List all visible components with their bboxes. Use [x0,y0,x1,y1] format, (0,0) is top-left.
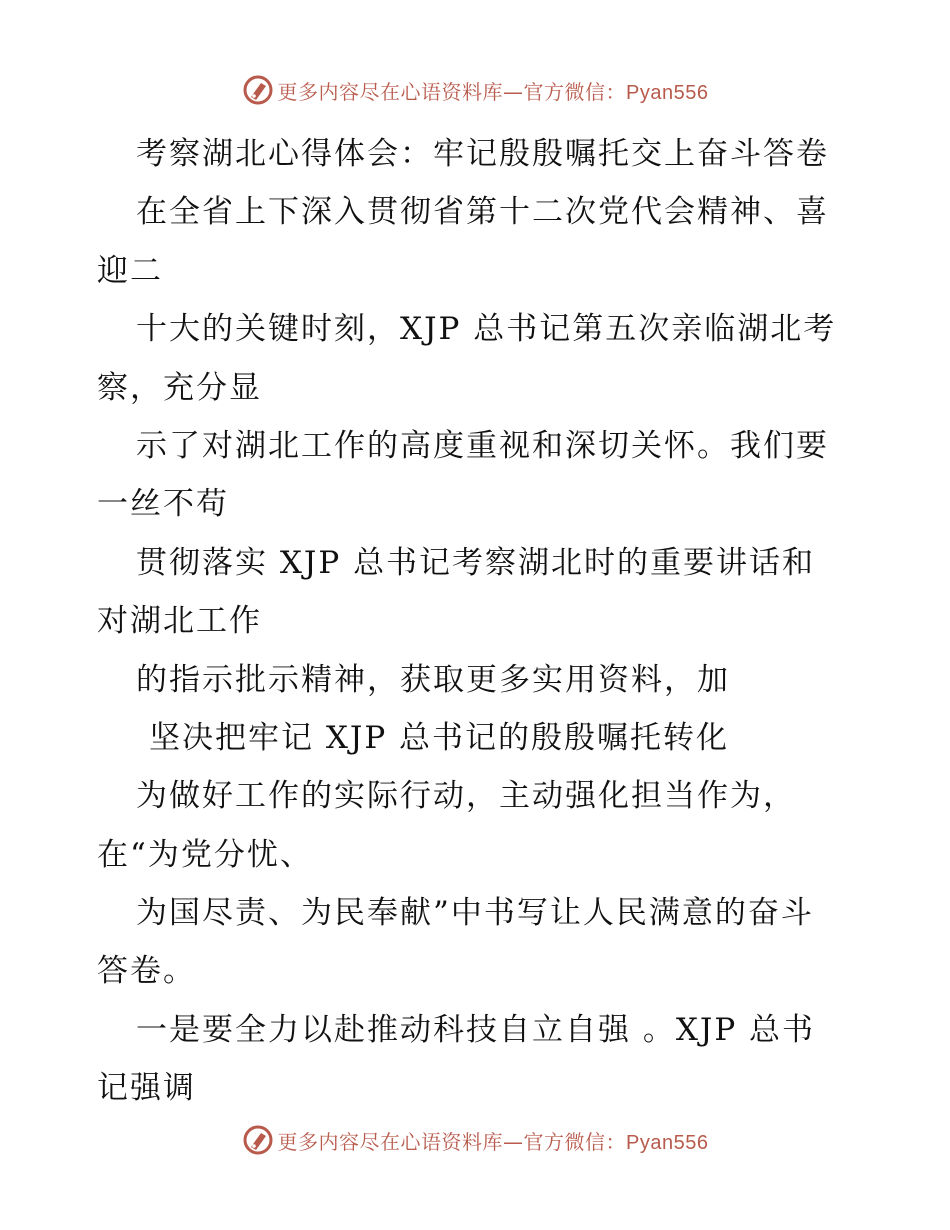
paragraph-line: 一丝不苟 [97,486,229,523]
paragraph-line: 在“为党分忧、 [97,836,313,873]
paragraph-line: 贯彻落实 XJP 总书记考察湖北时的重要讲话和 [136,544,816,581]
header-banner [0,70,950,110]
footer-banner-label: 更多内容尽在心语资料库—官方微信： [277,1129,627,1154]
paragraph-line: 记强调 [97,1070,196,1107]
footer-banner-text [278,1126,709,1155]
header-banner-label: 更多内容尽在心语资料库—官方微信： [277,79,627,104]
paragraph-line: 示了对湖北工作的高度重视和深切关怀。我们要 [136,427,829,464]
document-title-line: 考察湖北心得体会：牢记殷殷嘱托交上奋斗答卷 [136,136,829,172]
paragraph-line: 十大的关键时刻，XJP 总书记第五次亲临湖北考 [136,311,837,348]
paragraph-line: 对湖北工作 [97,603,262,640]
paragraph-line: 答卷。 [97,953,196,990]
footer-banner [0,1120,950,1160]
footer-wechat-id: Pyan556 [626,1131,709,1154]
pen-nib-logo-icon [242,74,274,106]
document-body [97,125,857,1118]
pen-nib-logo-icon [242,1124,274,1156]
paragraph-line: 在全省上下深入贯彻省第十二次党代会精神、喜 [136,194,829,231]
paragraph-line: 迎二 [97,252,163,289]
paragraph-line: 为国尽责、为民奉献”中书写让人民满意的奋斗 [136,895,814,932]
paragraph-line: 的指示批示精神，获取更多实用资料，加 [136,661,730,698]
paragraph-line: 一是要全力以赴推动科技自立自强 。XJP 总书 [136,1011,816,1048]
header-wechat-id: Pyan556 [626,81,709,104]
header-banner-text [278,76,709,105]
paragraph-line: 察，充分显 [97,369,262,406]
paragraph-line: 为做好工作的实际行动，主动强化担当作为， [136,778,796,815]
paragraph-line: 坚决把牢记 XJP 总书记的殷殷嘱托转化 [149,719,730,756]
